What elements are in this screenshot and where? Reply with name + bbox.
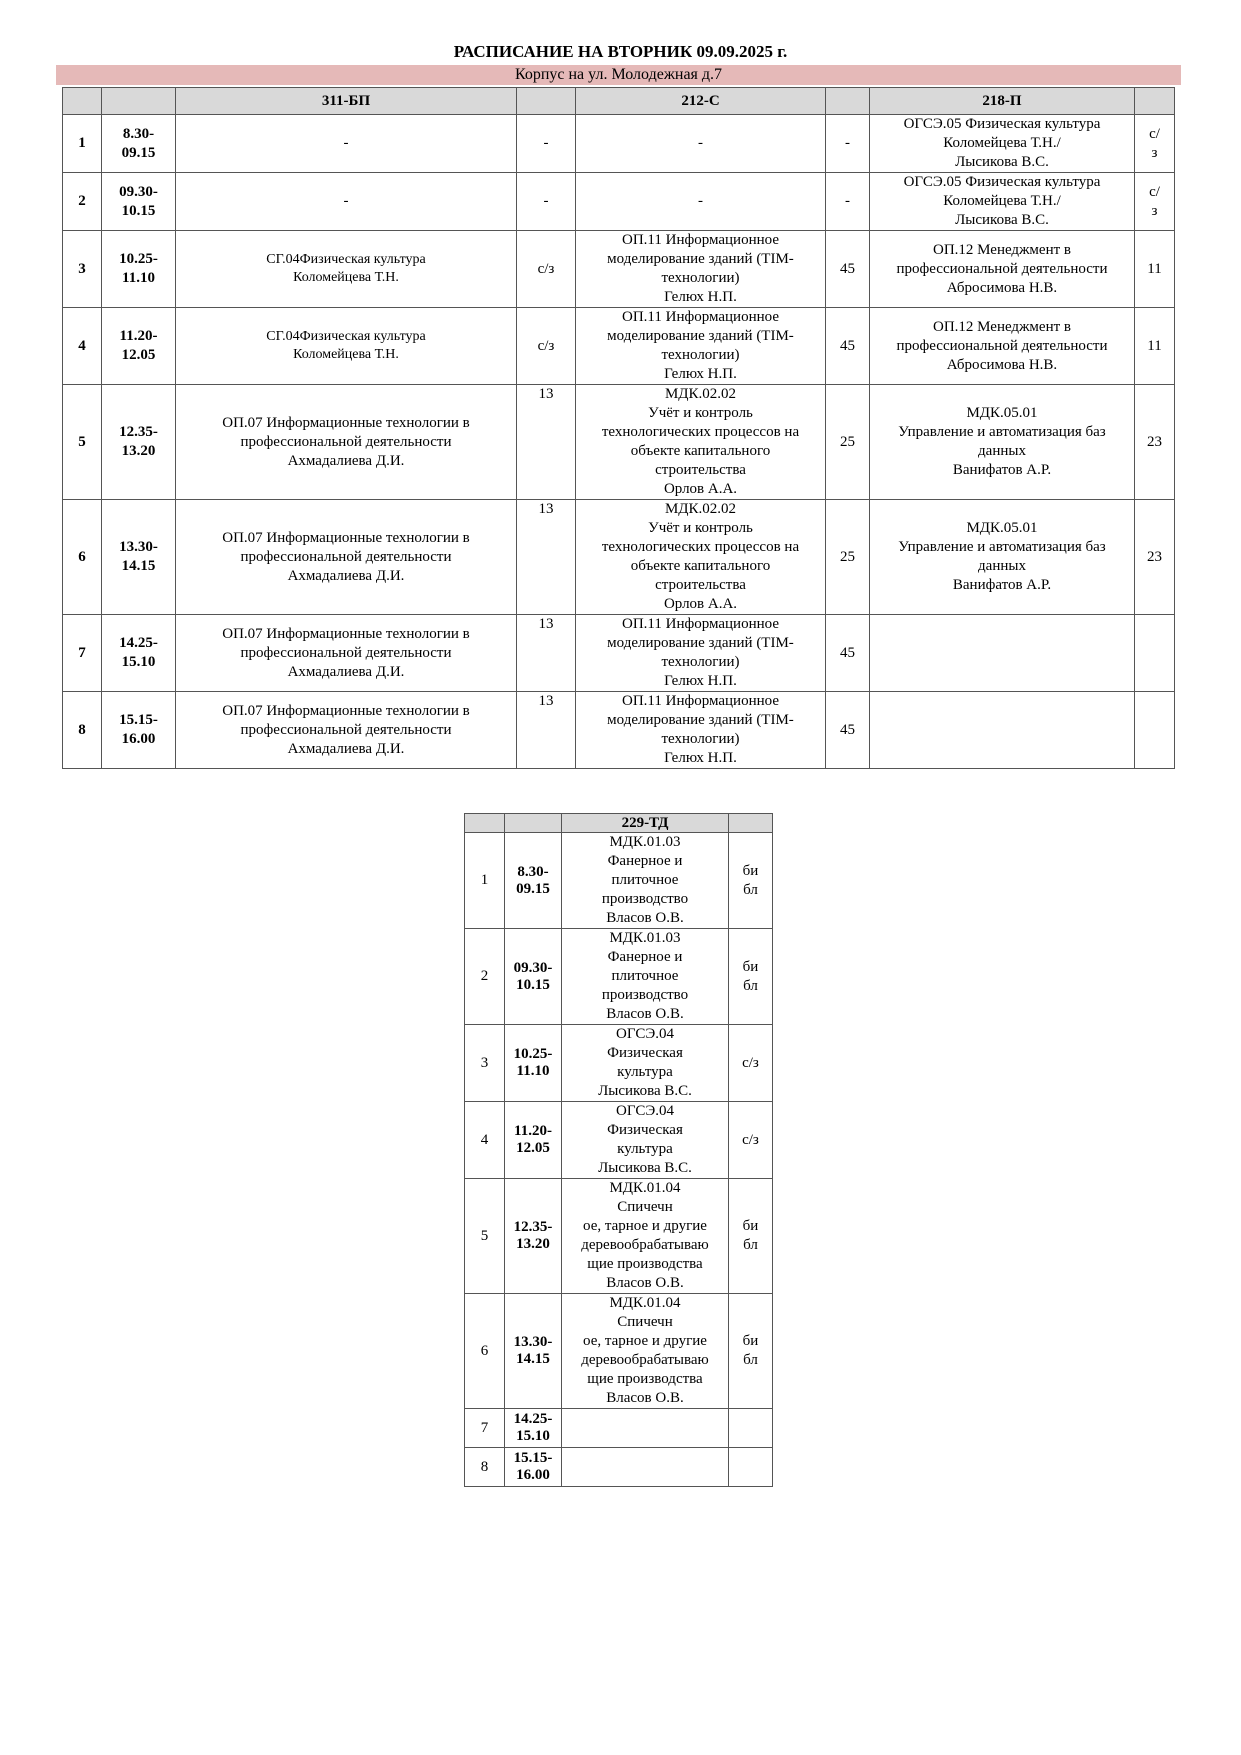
- lesson-time-line: 13.20: [516, 1236, 550, 1252]
- room-229td-line: би: [742, 1333, 759, 1349]
- lesson-time-line: 12.05: [516, 1140, 550, 1156]
- header-cell-empty: [826, 88, 870, 115]
- header-cell-empty: [505, 814, 562, 833]
- subject-218p-line: Коломейцева Т.Н./: [943, 193, 1061, 209]
- subject-311bp: [176, 692, 517, 769]
- room-229td: [729, 1025, 773, 1102]
- subject-218p-line: данных: [978, 443, 1026, 459]
- lesson-time-line: 8.30-: [517, 863, 549, 880]
- subject-229td-line: ОГСЭ.04: [616, 1026, 674, 1042]
- subject-229td-line: Власов О.В.: [606, 910, 684, 926]
- lesson-time-line: 11.20-: [514, 1123, 552, 1139]
- lesson-time: [505, 1102, 562, 1179]
- subject-311bp: [176, 173, 517, 231]
- group-header-311bp: 311-БП: [176, 88, 517, 115]
- subject-229td-line: деревообрабатываю: [581, 1352, 709, 1368]
- subject-311bp-line: СГ.04Физическая культура: [266, 252, 426, 267]
- subject-212s-line: Учёт и контроль: [648, 405, 753, 421]
- subject-311bp-line: Ахмадалиева Д.И.: [287, 663, 405, 680]
- subject-229td-line: Физическая: [607, 1122, 683, 1138]
- subject-229td-line: Лысикова В.С.: [598, 1083, 692, 1099]
- lesson-time: [102, 385, 176, 500]
- room-212s: 45: [826, 692, 870, 769]
- room-212s: 25: [826, 500, 870, 615]
- lesson-time-line: 13.30-: [513, 1334, 553, 1350]
- subject-212s: [576, 115, 826, 173]
- table-row: [63, 115, 1175, 173]
- room-218p: 23: [1135, 500, 1175, 615]
- subject-212s-line: ОП.11 Информационное: [622, 616, 779, 632]
- subject-229td: [562, 1409, 729, 1448]
- header-cell-empty: [517, 88, 576, 115]
- lesson-number: 6: [63, 500, 102, 615]
- lesson-number: 5: [63, 385, 102, 500]
- subject-229td: [562, 1025, 729, 1102]
- subject-218p-line: Коломейцева Т.Н./: [943, 135, 1061, 151]
- lesson-time: [102, 500, 176, 615]
- table-row: [465, 1179, 773, 1294]
- lesson-number: 6: [465, 1294, 505, 1409]
- table-row: [63, 308, 1175, 385]
- room-229td: [729, 1179, 773, 1294]
- subject-218p: [870, 615, 1135, 692]
- subject-212s-line: объекте капитального: [630, 443, 771, 459]
- lesson-time: [102, 692, 176, 769]
- lesson-time-line: 09.15: [516, 880, 550, 897]
- room-229td-line: бл: [743, 1237, 758, 1253]
- header-cell-empty: [102, 88, 176, 115]
- subject-311bp-line: Ахмадалиева Д.И.: [287, 740, 405, 757]
- room-229td-line: би: [742, 1218, 759, 1234]
- room-212s: 45: [826, 231, 870, 308]
- lesson-number: 3: [465, 1025, 505, 1102]
- room-218p: 11: [1135, 231, 1175, 308]
- subject-229td: [562, 929, 729, 1025]
- subject-212s-line: технологических процессов на: [601, 539, 800, 555]
- lesson-time-line: 13.20: [121, 443, 156, 459]
- room-229td: [729, 1294, 773, 1409]
- room-229td: [729, 929, 773, 1025]
- room-229td-line: бл: [743, 977, 758, 994]
- subject-212s-line: технологии): [661, 731, 740, 747]
- subject-229td-line: Фанерное и: [607, 949, 683, 965]
- subject-229td: [562, 833, 729, 929]
- second-schedule-table: [464, 813, 773, 1487]
- lesson-time-line: 14.15: [121, 558, 156, 574]
- subject-212s-line: технологии): [661, 347, 740, 363]
- lesson-number: 7: [63, 615, 102, 692]
- lesson-time-line: 10.15: [121, 202, 156, 219]
- subject-229td-line: щие производства: [587, 1371, 703, 1387]
- lesson-time-line: 14.25-: [119, 635, 158, 651]
- subject-212s-line: МДК.02.02: [664, 386, 737, 402]
- subject-229td-line: МДК.01.04: [609, 1180, 681, 1196]
- subject-229td: [562, 1179, 729, 1294]
- subject-218p: [870, 385, 1135, 500]
- table-header-row: [465, 814, 773, 833]
- subject-218p-line: Ванифатов А.Р.: [952, 462, 1052, 478]
- lesson-time-line: 10.15: [516, 976, 550, 993]
- subject-229td-line: производство: [601, 891, 689, 907]
- table-row: [63, 385, 1175, 500]
- lesson-time-line: 10.25-: [119, 251, 158, 267]
- lesson-time: [102, 231, 176, 308]
- table-row: [63, 231, 1175, 308]
- lesson-time-line: 12.05: [121, 347, 156, 363]
- lesson-number: 1: [465, 833, 505, 929]
- subject-212s-line: объекте капитального: [630, 558, 771, 574]
- subject-229td: [562, 1294, 729, 1409]
- room-218p: [1135, 692, 1175, 769]
- subject-218p-line: ОП.12 Менеджмент в: [932, 241, 1071, 258]
- room-212s: 25: [826, 385, 870, 500]
- subject-311bp-line: профессиональной деятельности: [240, 721, 452, 738]
- group-header-218p: 218-П: [870, 88, 1135, 115]
- lesson-time-line: 10.25-: [513, 1046, 553, 1062]
- table-header-row: [63, 88, 1175, 115]
- subject-212s-line: Гелюх Н.П.: [664, 289, 737, 305]
- subject-212s-line: строительства: [655, 577, 746, 593]
- header-cell-empty: [465, 814, 505, 833]
- subject-212s-line: строительства: [655, 462, 746, 478]
- subject-218p-line: ОГСЭ.05 Физическая культура: [903, 174, 1101, 190]
- room-311bp: 13: [517, 500, 576, 615]
- subject-218p-line: Управление и автоматизация баз: [898, 424, 1106, 440]
- lesson-time: [102, 173, 176, 231]
- subject-229td-line: культура: [617, 1064, 673, 1080]
- subject-311bp-line: профессиональной деятельности: [240, 433, 452, 450]
- subject-212s-line: -: [698, 135, 703, 151]
- main-schedule-table: [62, 87, 1175, 769]
- subject-229td-line: Власов О.В.: [606, 1006, 684, 1022]
- subject-311bp: [176, 615, 517, 692]
- room-311bp: -: [517, 115, 576, 173]
- subject-218p-line: Лысикова В.С.: [955, 154, 1049, 170]
- room-311bp: 13: [517, 385, 576, 500]
- group-header-229td: 229-ТД: [562, 814, 729, 833]
- lesson-time-line: 13.30-: [119, 539, 158, 555]
- subject-311bp-line: профессиональной деятельности: [240, 644, 452, 661]
- lesson-time-line: 15.10: [516, 1428, 550, 1444]
- room-311bp: 13: [517, 615, 576, 692]
- lesson-number: 8: [465, 1448, 505, 1487]
- table-row: [63, 500, 1175, 615]
- subject-212s-line: Гелюх Н.П.: [664, 366, 737, 382]
- subject-218p-line: данных: [978, 558, 1026, 574]
- table-row: [63, 173, 1175, 231]
- subject-311bp-line: Ахмадалиева Д.И.: [287, 567, 405, 584]
- table-row: [465, 833, 773, 929]
- subject-212s-line: моделирование зданий (TIM-: [607, 712, 794, 728]
- subject-229td-line: ое, тарное и другие: [583, 1333, 707, 1349]
- lesson-number: 1: [63, 115, 102, 173]
- lesson-time-line: 09.30-: [513, 959, 553, 976]
- lesson-time: [505, 1025, 562, 1102]
- subject-212s: [576, 308, 826, 385]
- subject-229td: [562, 1448, 729, 1487]
- lesson-time: [505, 929, 562, 1025]
- lesson-time-line: 11.10: [122, 270, 155, 286]
- subject-311bp: [176, 500, 517, 615]
- subject-229td-line: ое, тарное и другие: [583, 1218, 707, 1234]
- subject-311bp-line: профессиональной деятельности: [240, 548, 452, 565]
- room-229td: [729, 1409, 773, 1448]
- subject-212s: [576, 692, 826, 769]
- subject-212s: [576, 615, 826, 692]
- lesson-number: 7: [465, 1409, 505, 1448]
- subject-311bp-line: СГ.04Физическая культура: [266, 329, 426, 344]
- room-311bp: с/з: [517, 308, 576, 385]
- subject-218p-line: Управление и автоматизация баз: [898, 539, 1106, 555]
- subject-311bp-line: -: [343, 135, 349, 151]
- subject-212s: [576, 173, 826, 231]
- subject-212s-line: Гелюх Н.П.: [664, 750, 737, 766]
- room-229td-line: би: [742, 958, 759, 975]
- lesson-time: [505, 1409, 562, 1448]
- lesson-number: 4: [63, 308, 102, 385]
- subject-229td-line: ОГСЭ.04: [616, 1103, 674, 1119]
- subject-229td-line: МДК.01.04: [609, 1295, 681, 1311]
- table-row: [465, 1025, 773, 1102]
- subject-218p: [870, 173, 1135, 231]
- room-218p-line: с/: [1149, 125, 1160, 142]
- subject-229td-line: плиточное: [611, 872, 679, 888]
- room-229td: [729, 1102, 773, 1179]
- room-218p-line: з: [1151, 202, 1158, 219]
- subject-311bp-line: ОП.07 Информационные технологии в: [222, 414, 470, 431]
- room-229td-line: с/з: [742, 1131, 759, 1148]
- subject-311bp-line: Коломейцева Т.Н.: [293, 347, 399, 362]
- subject-229td-line: Спичечн: [617, 1199, 673, 1215]
- room-212s: -: [826, 173, 870, 231]
- subject-229td-line: производство: [601, 987, 689, 1003]
- header-cell-empty: [1135, 88, 1175, 115]
- subject-218p: [870, 308, 1135, 385]
- lesson-time: [102, 308, 176, 385]
- room-212s: -: [826, 115, 870, 173]
- subject-218p: [870, 115, 1135, 173]
- subject-218p-line: Абросимова Н.В.: [946, 356, 1058, 373]
- subject-218p-line: Абросимова Н.В.: [946, 279, 1058, 296]
- lesson-time: [505, 833, 562, 929]
- subject-218p-line: МДК.05.01: [966, 520, 1038, 536]
- subject-218p: [870, 231, 1135, 308]
- subject-212s-line: МДК.02.02: [664, 501, 737, 517]
- room-229td-line: би: [742, 862, 759, 879]
- subject-229td-line: щие производства: [587, 1256, 703, 1272]
- subject-218p-line: Ванифатов А.Р.: [952, 577, 1052, 593]
- subject-212s: [576, 385, 826, 500]
- room-218p-line: с/: [1149, 183, 1160, 200]
- subject-218p-line: ОП.12 Менеджмент в: [932, 318, 1071, 335]
- room-218p: 11: [1135, 308, 1175, 385]
- lesson-number: 5: [465, 1179, 505, 1294]
- subject-311bp-line: ОП.07 Информационные технологии в: [222, 702, 470, 719]
- subject-212s-line: технологии): [661, 654, 740, 670]
- lesson-number: 3: [63, 231, 102, 308]
- subject-311bp-line: ОП.07 Информационные технологии в: [222, 625, 470, 642]
- subject-311bp: [176, 308, 517, 385]
- subject-311bp-line: Ахмадалиева Д.И.: [287, 452, 405, 469]
- room-218p: [1135, 115, 1175, 173]
- building-banner: Корпус на ул. Молодежная д.7: [56, 65, 1181, 85]
- room-218p: [1135, 173, 1175, 231]
- lesson-time-line: 8.30-: [122, 125, 155, 142]
- subject-311bp: [176, 231, 517, 308]
- lesson-time: [505, 1448, 562, 1487]
- room-229td-line: бл: [743, 1352, 758, 1368]
- subject-212s-line: ОП.11 Информационное: [622, 693, 779, 709]
- subject-218p-line: Лысикова В.С.: [955, 212, 1049, 228]
- subject-212s-line: моделирование зданий (TIM-: [607, 635, 794, 651]
- subject-212s-line: -: [698, 193, 703, 209]
- room-311bp: 13: [517, 692, 576, 769]
- subject-229td-line: Власов О.В.: [606, 1275, 684, 1291]
- header-cell-empty: [63, 88, 102, 115]
- subject-212s: [576, 500, 826, 615]
- lesson-time: [505, 1294, 562, 1409]
- subject-229td-line: деревообрабатываю: [581, 1237, 709, 1253]
- subject-229td-line: МДК.01.03: [609, 930, 681, 946]
- table-row: [465, 1409, 773, 1448]
- table-row: [465, 1294, 773, 1409]
- room-229td: [729, 833, 773, 929]
- table-row: [465, 1448, 773, 1487]
- lesson-time-line: 15.15-: [513, 1450, 553, 1466]
- subject-311bp: [176, 115, 517, 173]
- subject-212s-line: технологии): [661, 270, 740, 286]
- subject-229td-line: культура: [617, 1141, 673, 1157]
- table-row: [63, 692, 1175, 769]
- subject-218p: [870, 692, 1135, 769]
- subject-218p: [870, 500, 1135, 615]
- subject-212s-line: технологических процессов на: [601, 424, 800, 440]
- lesson-number: 2: [63, 173, 102, 231]
- table-row: [63, 615, 1175, 692]
- table-row: [465, 929, 773, 1025]
- room-212s: 45: [826, 308, 870, 385]
- subject-212s-line: ОП.11 Информационное: [622, 309, 779, 325]
- lesson-time-line: 12.35-: [119, 424, 158, 440]
- lesson-time-line: 15.10: [121, 654, 156, 670]
- subject-311bp-line: -: [343, 193, 349, 209]
- room-218p-line: з: [1151, 144, 1158, 161]
- subject-229td-line: Лысикова В.С.: [598, 1160, 692, 1176]
- subject-229td-line: Спичечн: [617, 1314, 673, 1330]
- subject-212s-line: моделирование зданий (TIM-: [607, 328, 794, 344]
- lesson-time-line: 16.00: [516, 1467, 550, 1483]
- lesson-time-line: 09.15: [121, 144, 156, 161]
- lesson-time-line: 14.25-: [513, 1411, 553, 1427]
- subject-218p-line: профессиональной деятельности: [896, 260, 1108, 277]
- subject-212s-line: Орлов А.А.: [663, 596, 738, 612]
- room-218p: 23: [1135, 385, 1175, 500]
- room-229td-line: бл: [743, 881, 758, 898]
- subject-218p-line: профессиональной деятельности: [896, 337, 1108, 354]
- subject-229td: [562, 1102, 729, 1179]
- subject-229td-line: Фанерное и: [607, 853, 683, 869]
- subject-212s-line: ОП.11 Информационное: [622, 232, 779, 248]
- room-218p: [1135, 615, 1175, 692]
- table-row: [465, 1102, 773, 1179]
- subject-212s-line: Учёт и контроль: [648, 520, 753, 536]
- subject-212s: [576, 231, 826, 308]
- lesson-number: 8: [63, 692, 102, 769]
- subject-212s-line: Орлов А.А.: [663, 481, 738, 497]
- subject-229td-line: Физическая: [607, 1045, 683, 1061]
- subject-212s-line: Гелюх Н.П.: [664, 673, 737, 689]
- room-311bp: -: [517, 173, 576, 231]
- lesson-time-line: 15.15-: [119, 712, 158, 728]
- header-cell-empty: [729, 814, 773, 833]
- lesson-time-line: 11.10: [516, 1063, 550, 1079]
- page-title: РАСПИСАНИЕ НА ВТОРНИК 09.09.2025 г.: [453, 42, 788, 61]
- lesson-time-line: 14.15: [516, 1351, 550, 1367]
- lesson-time-line: 09.30-: [119, 183, 158, 200]
- subject-311bp: [176, 385, 517, 500]
- subject-212s-line: моделирование зданий (TIM-: [607, 251, 794, 267]
- subject-229td-line: МДК.01.03: [609, 834, 681, 850]
- subject-218p-line: МДК.05.01: [966, 405, 1038, 421]
- room-212s: 45: [826, 615, 870, 692]
- lesson-time-line: 16.00: [121, 731, 156, 747]
- subject-311bp-line: Коломейцева Т.Н.: [293, 270, 399, 285]
- lesson-time: [102, 115, 176, 173]
- lesson-time: [505, 1179, 562, 1294]
- lesson-number: 2: [465, 929, 505, 1025]
- subject-229td-line: плиточное: [611, 968, 679, 984]
- group-header-212s: 212-С: [576, 88, 826, 115]
- subject-218p-line: ОГСЭ.05 Физическая культура: [903, 116, 1101, 132]
- subject-229td-line: Власов О.В.: [606, 1390, 684, 1406]
- room-229td: [729, 1448, 773, 1487]
- lesson-time-line: 12.35-: [513, 1219, 553, 1235]
- lesson-time-line: 11.20-: [119, 328, 158, 344]
- lesson-time: [102, 615, 176, 692]
- subject-311bp-line: ОП.07 Информационные технологии в: [222, 529, 470, 546]
- room-229td-line: с/з: [742, 1054, 759, 1071]
- lesson-number: 4: [465, 1102, 505, 1179]
- room-311bp: с/з: [517, 231, 576, 308]
